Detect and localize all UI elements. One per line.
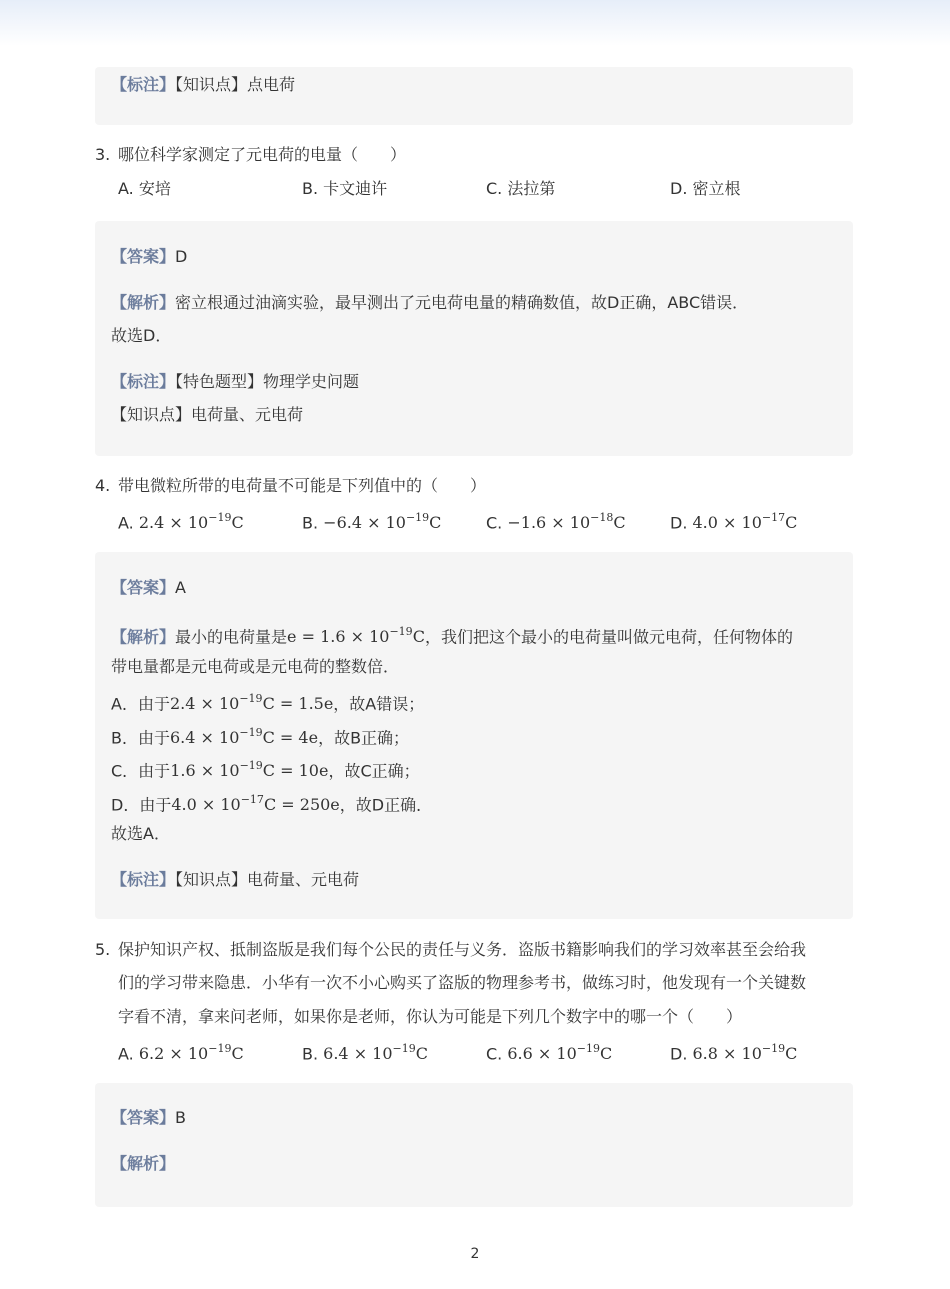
q4-step-a: A．由于$2.4 \times 10^{-19}C = 1.5e$，故A错误； [111, 692, 425, 714]
q4-option-d: D. $4.0 \times 10^{-17}C$ [670, 511, 798, 533]
page-number: 2 [470, 1246, 480, 1262]
q3-option-a: A. 安培 [118, 179, 171, 198]
q3-note-knowledge: 【知识点】电荷量、元电荷 [111, 405, 304, 424]
q3-option-d: D. 密立根 [670, 179, 741, 198]
q4-option-a: A. $2.4 \times 10^{-19}C$ [118, 511, 244, 533]
q5-option-c: C. $6.6 \times 10^{-19}C$ [486, 1042, 613, 1064]
q4-note: 【标注】【知识点】电荷量、元电荷 [111, 870, 360, 889]
q3-answer: 【答案】D [111, 247, 188, 266]
question-text: 哪位科学家测定了元电荷的电量（ ） [118, 145, 407, 164]
q4-step-c: C．由于$1.6 \times 10^{-19}C = 10e$，故C正确； [111, 759, 420, 781]
q4-step-d: D．由于$4.0 \times 10^{-17}C = 250e$，故D正确． [111, 793, 433, 815]
question-number: 3. [95, 145, 111, 164]
q5-analysis: 【解析】 [111, 1154, 176, 1173]
annotation-text: 【知识点】点电荷 [175, 75, 296, 94]
q4-analysis-line2: 带电量都是元电荷或是元电荷的整数倍． [111, 657, 400, 676]
annotation-tag: 【标注】 [111, 75, 176, 94]
q4-answer: 【答案】A [111, 578, 186, 597]
q5-answer: 【答案】B [111, 1108, 186, 1127]
q5-option-d: D. $6.8 \times 10^{-19}C$ [670, 1042, 798, 1064]
q4-option-c: C. $-1.6 \times 10^{-18}C$ [486, 511, 626, 533]
q5-solution-box [95, 1083, 853, 1207]
q4-option-b: B. $-6.4 \times 10^{-19}C$ [302, 511, 442, 533]
q3-analysis: 【解析】密立根通过油滴实验，最早测出了元电荷电量的精确数值，故D正确，ABC错误． [111, 293, 749, 312]
question-text: 保护知识产权、抵制盗版是我们每个公民的责任与义务．盗版书籍影响我们的学习效率甚至会给我 [118, 940, 807, 959]
question-number: 5. [95, 940, 111, 959]
q5-option-a: A. $6.2 \times 10^{-19}C$ [118, 1042, 244, 1064]
question-text: 带电微粒所带的电荷量不可能是下列值中的（ ） [118, 476, 487, 495]
q3-conclusion: 故选D． [111, 326, 172, 345]
q4-analysis: 【解析】最小的电荷量是$e = 1.6 \times 10^{-19}C$，我们把这个最小的电荷量叫做元电荷，任何物体的 [111, 625, 793, 647]
prev-annotation [111, 73, 295, 97]
q3-option-c: C. 法拉第 [486, 179, 556, 198]
q3-option-b: B. 卡文迪许 [302, 179, 388, 198]
q3-note: 【标注】【特色题型】物理学史问题 [111, 372, 360, 391]
q5-text-line2: 们的学习带来隐患．小华有一次不小心购买了盗版的物理参考书，做练习时，他发现有一个关键数 [118, 973, 807, 992]
q5-option-b: B. $6.4 \times 10^{-19}C$ [302, 1042, 429, 1064]
q5-text-line3: 字看不清，拿来问老师，如果你是老师，你认为可能是下列几个数字中的哪一个（ ） [118, 1007, 743, 1026]
header-band [0, 0, 950, 46]
q4-conclusion: 故选A． [111, 824, 170, 843]
question-number: 4. [95, 476, 111, 495]
q4-step-b: B．由于$6.4 \times 10^{-19}C = 4e$，故B正确； [111, 726, 410, 748]
